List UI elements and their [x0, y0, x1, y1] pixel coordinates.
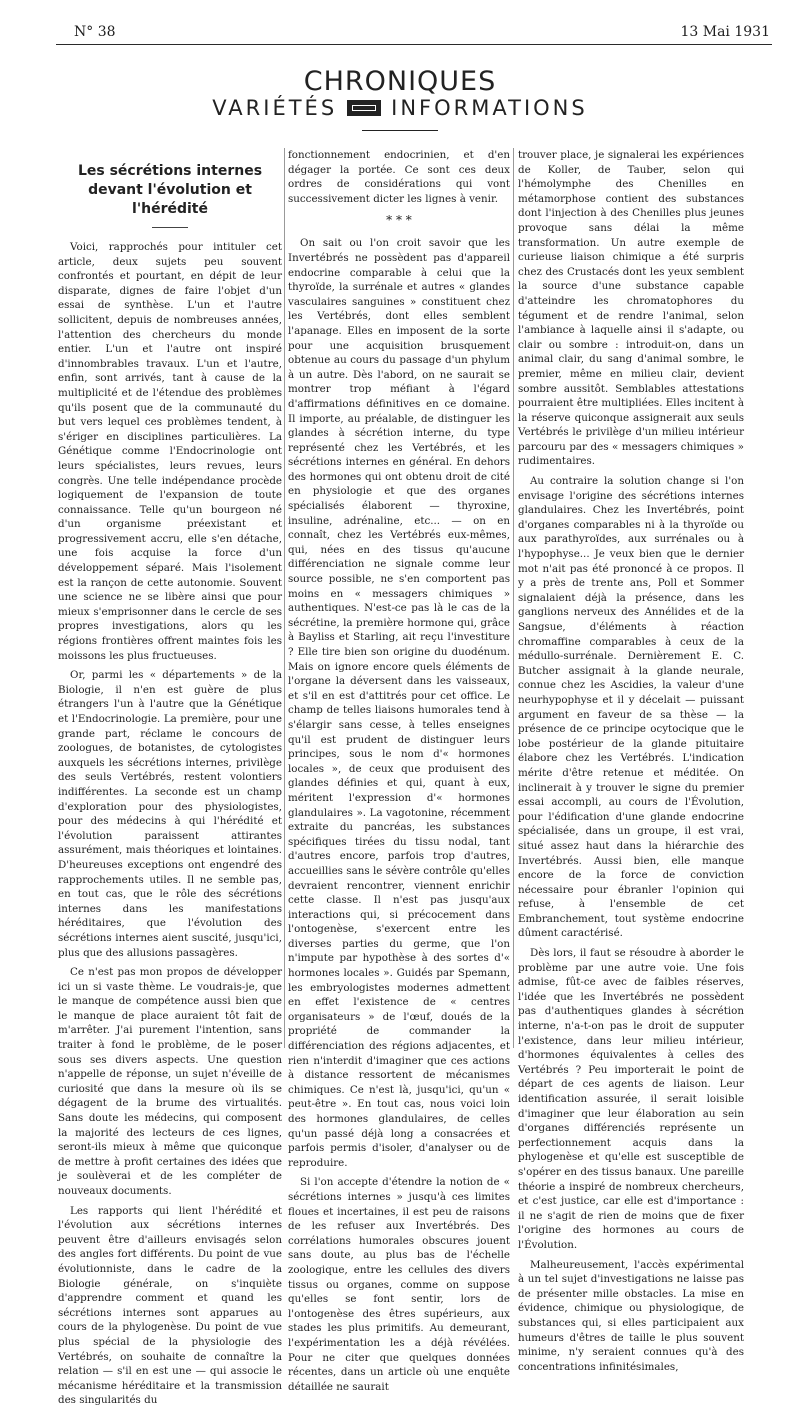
column-2 — [288, 148, 510, 1393]
paragraph: Or, parmi les « départements » de la Biologie, il n'en est guère de plus étrangers l'un à l'autre que la Génétique et l'Endocrinologie. La première, pour une grande part, réclame le concours de zoologues, de botanistes, de cytologistes auxquels les sécrétions internes, privilège des seuls Vertébrés, restent volontiers indifférentes. La seconde est un champ d'exploration pour des physiologistes, pour des médecins à qui l'hérédité et l'évolution paraissent attirantes assurément, mais théoriques et lointaines. D'heureuses exceptions ont engendré des rapprochements utiles. Il ne semble pas, en tout cas, que le rôle des sécrétions internes dans les manifestations héréditaires, que l'évolution des sécrétions internes aient suscité, jusqu'ici, plus que des allusions passagères. — [58, 669, 282, 959]
masthead-right: INFORMATIONS — [391, 96, 588, 120]
paragraph: trouver place, je signalerai les expériences de Koller, de Tauber, selon qui l'hémolymphe des Chenilles en métamorphose contient des substances dont l'injection à des Chenilles plus jeunes provoque sans délai la même transformation. Un autre exemple de curieuse liaison chimique a été surpris chez des Crustacés dont les yeux semblent la source d'une substance capable d'atteindre les chromatophores du tégument et de rendre l'animal, selon l'ambiance à laquelle ainsi il s'adapte, ou clair ou sombre : introduit-on, dans un animal clair, du sang d'animal sombre, le premier, même en milieu clair, devient sombre aussitôt. Semblables attestations pourraient être multipliées. Elles incitent à la réserve quiconque assignerait aux seuls Vertébrés le privilège d'un milieu intérieur parcouru par des « messagers chimiques » rudimentaires. — [518, 149, 744, 468]
ornament-icon — [347, 100, 381, 116]
article-title — [58, 162, 282, 219]
masthead-subtitle — [0, 96, 800, 120]
header-rule — [56, 44, 772, 45]
masthead-title: CHRONIQUES — [303, 66, 497, 97]
paragraph: On sait ou l'on croit savoir que les Invertébrés ne possèdent pas d'appareil endocrine comparable à celui que la thyroïde, la surrénale et autres « glandes vasculaires sanguines » constituent chez les Vertébrés, dont elles semblent l'apanage. Elles en imposent de la sorte pour une acquisition brusquement obtenue au cours du passage d'un phylum à un autre. Dès l'abord, on ne saurait se montrer trop méfiant à l'égard d'affirmations définitives en ce domaine. Il importe, au préalable, de distinguer les glandes à sécrétion interne, du type représenté chez les Vertébrés, et les sécrétions internes en général. En dehors des hormones qui ont obtenu droit de cité en physiologie et que des organes spécialisés élaborent — thyroxine, insuline, adrénaline, etc... — on en connaît, chez les Vertébrés eux-mêmes, qui, nées en des tissus qu'aucune différenciation ne signale comme leur source possible, ne s'en comportent pas moins en « messagers chimiques » authentiques. N'est-ce pas là le cas de la sécrétine, la première hormone qui, grâce à Bayliss et Starling, ait reçu l'investiture ? Elle tire bien son origine du duodénum. Mais on ignore encore quels éléments de l'organe la déversent dans les vaisseaux, et s'il en est d'attitrés pour cet office. Le champ de telles liaisons humorales tend à s'élargir sans cesse, à telles enseignes qu'il est prudent de distinguer leurs principes, sous le nom d'« hormones locales », de ceux que produisent des glandes définies et qui, quant à eux, méritent l'expression d'« hormones glandulaires ». La vagotonine, récemment extraite du pancréas, les substances spécifiques tirées du tissu nodal, tant d'autres encore, parfois trop d'autres, accueillies sans le sévère contrôle qu'elles devraient rencontrer, viennent enrichir cette classe. Il n'est pas jusqu'aux interactions qui, si précocement dans l'ontogenèse, s'exercent entre les diverses parties du germe, que l'on n'impute par hypothèse à des sortes d'« hormones locales ». Guidés par Spemann, les embryologistes modernes admettent en effet l'existence de « centres organisateurs » de l'œuf, doués de la propriété de commander la différenciation des régions adjacentes, et rien n'interdit d'imaginer que ces actions à distance ressortent de mécanismes chimiques. Ce n'est là, jusqu'ici, qu'un « peut-être ». En tout cas, nous voici loin des hormones glandulaires, de celles qu'un passé déjà long a consacrées et parfois permis d'isoler, d'analyser ou de reproduire. — [288, 237, 510, 1169]
paragraph: Si l'on accepte d'étendre la notion de « sécrétions internes » jusqu'à ces limites floues et incertaines, il est peu de raisons de les refuser aux Invertébrés. Des corrélations humorales obscures jouent sans doute, au plus bas de l'échelle zoologique, entre les cellules des divers tissus ou organes, comme on suppose qu'elles se font sentir, lors de l'ontogenèse des êtres supérieurs, aux stades les plus primitifs. Au demeurant, l'expérimentation les a déjà révélées. Pour ne citer que quelques données récentes, dans un article où une enquête détaillée ne saurait — [288, 1176, 510, 1393]
paragraph: Au contraire la solution change si l'on envisage l'origine des sécrétions internes glandulaires. Chez les Invertébrés, point d'organes comparables ni à la thyroïde ou aux parathyroïdes, aux surrénales ou à l'hypophyse... Je veux bien que le dernier mot n'ait pas été prononcé à ce propos. Il y a près de trente ans, Poll et Sommer signalaient déjà la présence, dans les ganglions nerveux des Annélides et de la Sangsue, d'éléments à réaction chromaffine comparables à ceux de la médullo-surrénale. Dernièrement E. C. Butcher assignait à la glande neurale, connue chez les Ascidies, la valeur d'une neurhypophyse et il y décelait — puissant argument en faveur de sa thèse — la présence de ce principe ocytocique que le lobe postérieur de la glande pituitaire élabore chez les Vertébrés. L'indication mérite d'être retenue et méditée. On inclinerait à y trouver le signe du premier essai accompli, au cours de l'Évolution, pour l'édification d'une glande endocrine spécialisée, dans un groupe, il est vrai, situé assez haut dans la hiérarchie des Invertébrés. Aussi bien, elle manque encore de la force de conviction nécessaire pour ébranler l'opinion qui refuse, à l'ensemble de cet Embranchement, tout système endocrine dûment caractérisé. — [518, 475, 744, 940]
paragraph: Dès lors, il faut se résoudre à aborder le problème par une autre voie. Une fois admise, fût-ce avec de faibles réserves, l'idée que les Invertébrés ne possèdent pas d'authentiques glandes à sécrétion interne, n'a-t-on pas le droit de supputer l'existence, dans leur milieu intérieur, d'hormones équivalentes à celles des Vertébrés ? Peu importerait le point de départ de ces agents de liaison. Leur identification assurée, il serait loisible d'imaginer que leur élaboration au sein d'organes différenciés représente un perfectionnement acquis dans la phylogenèse et qu'elle est susceptible de s'opérer en des tissus banaux. Une pareille théorie a inspiré de nombreux chercheurs, et c'est justice, car elle est d'importance : il ne s'agit de rien de moins que de fixer l'origine des hormones au cours de l'Évolution. — [518, 947, 744, 1251]
column-divider — [513, 148, 514, 1048]
column-3 — [518, 148, 744, 1373]
column-1 — [58, 148, 282, 1407]
paragraph: Les rapports qui lient l'hérédité et l'évolution aux sécrétions internes peuvent être d'ailleurs envisagés selon des angles fort différents. Du point de vue évolutionniste, dans le cadre de la Biologie générale, on s'inquiète d'apprendre comment et quand les sécrétions internes sont apparues au cours de la phylogenèse. Du point de vue plus spécial de la physiologie des Vertébrés, on souhaite de connaître la relation — s'il en est une — qui associe le mécanisme héréditaire et la transmission des singularités du — [58, 1204, 282, 1407]
paragraph: Malheureusement, l'accès expérimental à un tel sujet d'investigations ne laisse pas de présenter mille obstacles. La mise en évidence, chimique ou physiologique, de substances qui, si elles participaient aux humeurs d'êtres de taille le plus souvent minime, n'y seraient connues qu'à des concentrations infinitésimales, — [518, 1258, 744, 1373]
issue-number: N° 38 — [74, 24, 116, 40]
title-rule — [152, 227, 188, 228]
paragraph: fonctionnement endocrinien, et d'en dégager la portée. Ce sont ces deux ordres de considérations qui vont successivement dicter les lignes à venir. — [288, 149, 510, 205]
paragraph: Ce n'est pas mon propos de développer ici un si vaste thème. Le voudrais-je, que le manque de compétence aussi bien que le manque de place auraient tôt fait de m'arrêter. J'ai purement l'intention, sans traiter à fond le problème, de le poser sous ses divers aspects. Une question n'appelle de réponse, un sujet n'éveille de curiosité que dans la mesure où ils se dégagent de la brume des virtualités. Sans doute les médecins, qui composent la majorité des lecteurs de ces lignes, seront-ils mieux à même que quiconque de mettre à profit certaines des idées que je soulèverai et de les compléter de nouveaux documents. — [58, 966, 282, 1197]
article-title-line1: Les sécrétions internes — [77, 163, 263, 179]
section-separator: * * * — [386, 213, 412, 228]
paragraph: Voici, rapprochés pour intituler cet article, deux sujets peu souvent confrontés et pourtant, en dépit de leur disparate, dignes de faire l'objet d'un essai de synthèse. L'un et l'autre sollicitent, depuis de nombreuses années, l'attention des chercheurs du monde entier. L'un et l'autre ont inspiré d'innombrables travaux. L'un et l'autre, enfin, sont arrivés, tant à cause de la multiplicité et de l'étendue des problèmes qu'ils posent que de la communauté du but vers lequel ces problèmes tendent, à s'ériger en disciplines particulières. La Génétique comme l'Endocrinologie ont leurs spécialistes, leurs revues, leurs congrès. Une telle indépendance procède logiquement de l'expansion de toute connaissance. Telle qu'un bourgeon né d'un organisme préexistant et progressivement accru, elle s'en détache, une fois acquise la force d'un développement séparé. Mais l'isolement est la rançon de cette autonomie. Souvent une science ne se libère ainsi que pour mieux s'emprisonner dans le cercle de ses propres investigations, alors qu les régions frontières offrent maintes fois les moissons les plus fructueuses. — [58, 241, 282, 662]
masthead-left: VARIÉTÉS — [212, 96, 338, 120]
issue-date: 13 Mai 1931 — [680, 24, 770, 40]
column-divider — [284, 148, 285, 1048]
masthead-rule — [362, 130, 438, 131]
article-title-line2: devant l'évolution et l'hérédité — [88, 182, 252, 217]
